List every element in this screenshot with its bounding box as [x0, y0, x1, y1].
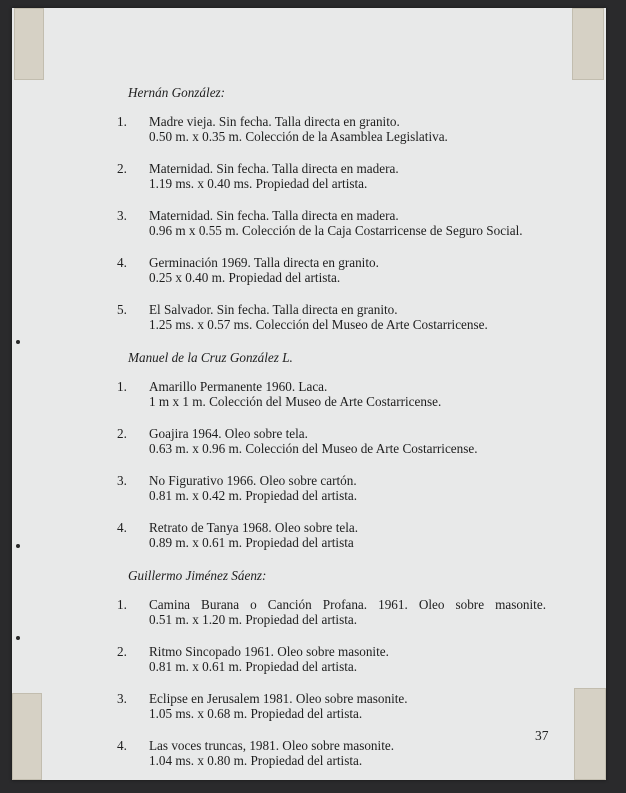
work-item [117, 114, 587, 144]
work-item [117, 520, 587, 550]
work-number: 5. [117, 302, 127, 317]
punch-hole [16, 544, 20, 548]
work-details: 1.19 ms. x 0.40 ms. Propiedad del artista. [149, 176, 368, 191]
works-list [117, 379, 587, 550]
work-title: Eclipse en Jerusalem 1981. Oleo sobre masonite. [149, 691, 408, 706]
work-item [117, 426, 587, 456]
artist-heading: Manuel de la Cruz González L. [128, 350, 293, 365]
work-number: 3. [117, 691, 127, 706]
work-title: Maternidad. Sin fecha. Talla directa en madera. [149, 161, 399, 176]
work-title: Ritmo Sincopado 1961. Oleo sobre masonite. [149, 644, 389, 659]
artist-heading: Guillermo Jiménez Sáenz: [128, 568, 267, 583]
work-item [117, 738, 587, 768]
work-number: 2. [117, 161, 127, 176]
work-number: 3. [117, 473, 127, 488]
work-item [117, 597, 587, 627]
work-title: Camina Burana o Canción Profana. 1961. Oleo sobre masonite. [149, 597, 546, 612]
work-number: 1. [117, 114, 127, 129]
work-item [117, 302, 587, 332]
work-item [117, 379, 587, 409]
work-number: 4. [117, 738, 127, 753]
works-list [117, 597, 587, 768]
artist-heading: Hernán González: [128, 85, 226, 100]
work-details: 0.96 m x 0.55 m. Colección de la Caja Costarricense de Seguro Social. [149, 223, 523, 238]
work-number: 1. [117, 379, 127, 394]
catalog-content [117, 85, 587, 786]
work-item [117, 644, 587, 674]
work-title: Goajira 1964. Oleo sobre tela. [149, 426, 308, 441]
work-number: 4. [117, 520, 127, 535]
work-details: 0.63 m. x 0.96 m. Colección del Museo de Arte Costarricense. [149, 441, 478, 456]
page-number: 37 [535, 728, 549, 743]
work-item [117, 161, 587, 191]
work-title: Amarillo Permanente 1960. Laca. [149, 379, 328, 394]
work-details: 1 m x 1 m. Colección del Museo de Arte Costarricense. [149, 394, 442, 409]
work-number: 1. [117, 597, 127, 612]
work-number: 3. [117, 208, 127, 223]
work-item [117, 255, 587, 285]
work-title: No Figurativo 1966. Oleo sobre cartón. [149, 473, 357, 488]
work-title: Madre vieja. Sin fecha. Talla directa en granito. [149, 114, 400, 129]
work-details: 1.05 ms. x 0.68 m. Propiedad del artista. [149, 706, 363, 721]
work-title: El Salvador. Sin fecha. Talla directa en granito. [149, 302, 398, 317]
work-details: 0.51 m. x 1.20 m. Propiedad del artista. [149, 612, 358, 627]
document-page [12, 8, 606, 780]
work-details: 1.25 ms. x 0.57 ms. Colección del Museo de Arte Costarricense. [149, 317, 488, 332]
work-item [117, 473, 587, 503]
work-title: Retrato de Tanya 1968. Oleo sobre tela. [149, 520, 359, 535]
punch-hole [16, 636, 20, 640]
punch-hole [16, 340, 20, 344]
work-title: Maternidad. Sin fecha. Talla directa en madera. [149, 208, 399, 223]
work-number: 2. [117, 644, 127, 659]
works-list [117, 114, 587, 332]
tape-top-right [572, 8, 604, 80]
tape-top-left [14, 8, 44, 80]
work-title: Germinación 1969. Talla directa en granito. [149, 255, 379, 270]
work-details: 0.25 x 0.40 m. Propiedad del artista. [149, 270, 341, 285]
work-number: 4. [117, 255, 127, 270]
work-title: Las voces truncas, 1981. Oleo sobre masonite. [149, 738, 395, 753]
work-item [117, 208, 587, 238]
work-details: 0.50 m. x 0.35 m. Colección de la Asamblea Legislativa. [149, 129, 448, 144]
work-number: 2. [117, 426, 127, 441]
work-details: 0.89 m. x 0.61 m. Propiedad del artista [149, 535, 354, 550]
work-details: 0.81 m. x 0.61 m. Propiedad del artista. [149, 659, 358, 674]
work-details: 0.81 m. x 0.42 m. Propiedad del artista. [149, 488, 358, 503]
work-item [117, 691, 587, 721]
work-details: 1.04 ms. x 0.80 m. Propiedad del artista. [149, 753, 363, 768]
tape-bottom-left [12, 693, 42, 780]
